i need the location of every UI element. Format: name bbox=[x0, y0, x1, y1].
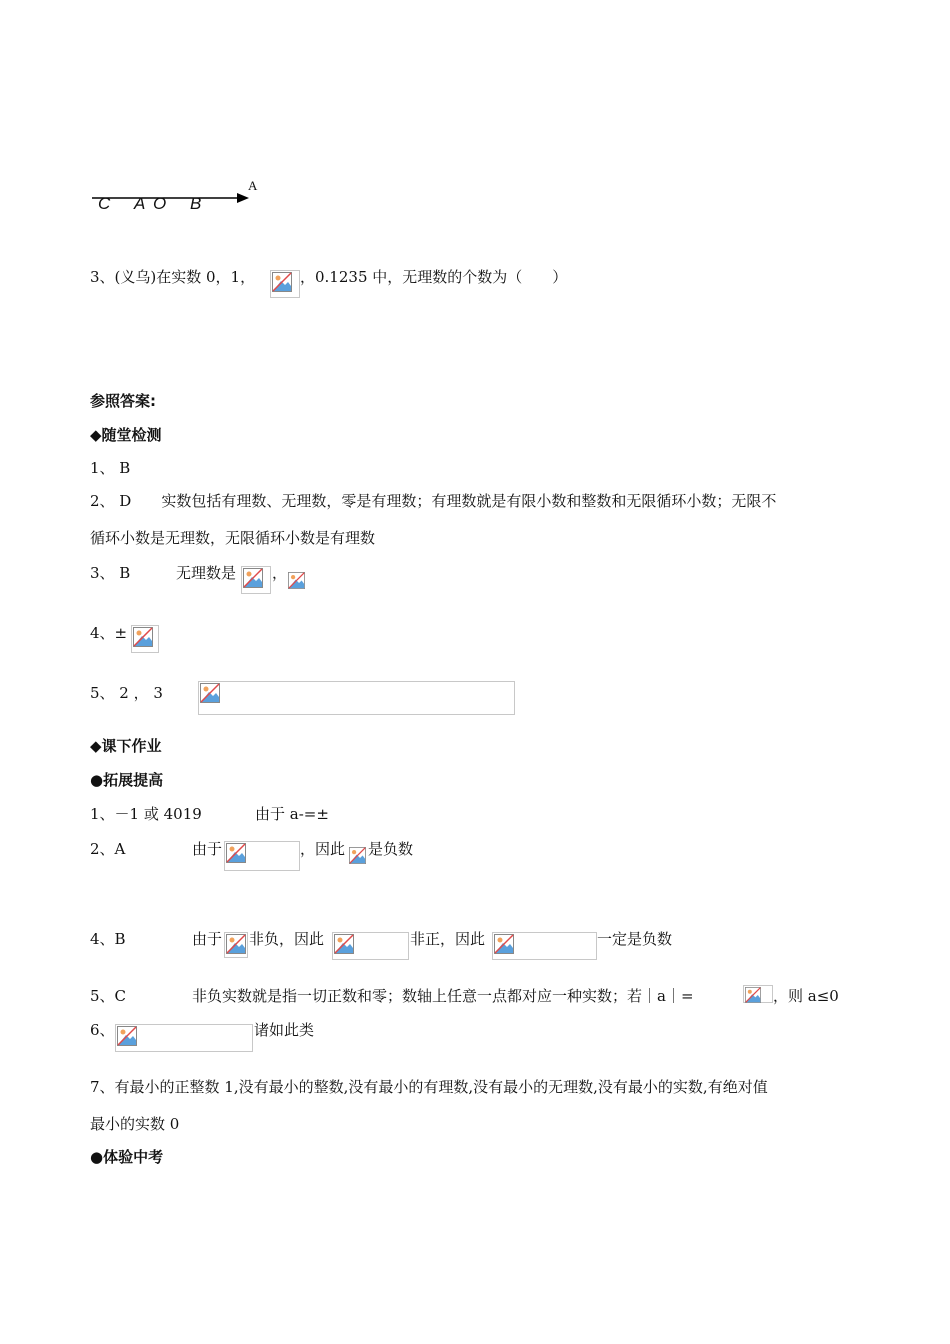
homework-answer-2-head: 2、A bbox=[90, 840, 126, 858]
broken-image-icon bbox=[332, 932, 409, 960]
point-label-b: B bbox=[190, 194, 202, 213]
broken-image-icon bbox=[270, 270, 300, 298]
homework-answer-6-head: 6、 bbox=[90, 1021, 115, 1039]
question-3-text-before: 3、(义乌)在实数 0，1， bbox=[90, 268, 256, 286]
answer-2-line-1: 2、 D 实数包括有理数、无理数，零是有理数；有理数就是有限小数和整数和无限循环小数；无限不 bbox=[90, 492, 777, 510]
question-3-text-after: ，0.1235 中，无理数的个数为（ ） bbox=[300, 268, 568, 286]
answer-3-head: 3、 B bbox=[90, 564, 131, 582]
answer-2-line-2: 循环小数是无理数，无限循环小数是有理数 bbox=[90, 529, 376, 547]
homework-answer-5-head: 5、C bbox=[90, 987, 127, 1005]
answer-3-comma: ， bbox=[272, 564, 288, 582]
homework-answer-1-text: 由于 a-=± bbox=[255, 805, 329, 823]
broken-image-icon bbox=[224, 932, 248, 958]
homework-answer-4-text-2: 非负，因此 bbox=[249, 930, 325, 948]
section-homework-title: ◆课下作业 bbox=[90, 737, 162, 755]
answers-title: 参照答案: bbox=[90, 392, 156, 410]
homework-answer-1-head: 1、－1 或 4019 bbox=[90, 805, 202, 823]
broken-image-icon bbox=[743, 985, 773, 1003]
homework-answer-5-text-2: ，则 a≤0 bbox=[773, 987, 839, 1005]
homework-answer-4-text-1: 由于 bbox=[192, 930, 223, 948]
broken-image-icon bbox=[131, 625, 159, 653]
answer-1: 1、 B bbox=[90, 459, 131, 477]
broken-image-icon bbox=[224, 841, 300, 871]
homework-answer-7-line-1: 7、有最小的正整数 1,没有最小的整数,没有最小的有理数,没有最小的无理数,没有最小的实数,有绝对值 bbox=[90, 1078, 768, 1096]
homework-answer-7-line-2: 最小的实数 0 bbox=[90, 1115, 180, 1133]
subsection-extension-title: ●拓展提高 bbox=[90, 771, 164, 789]
point-label-a: A bbox=[134, 194, 146, 213]
answer-5: 5、 2 ， 3 bbox=[90, 684, 163, 702]
homework-answer-2-text-2: ，因此 bbox=[300, 840, 346, 858]
homework-answer-4-text-4: 一定是负数 bbox=[597, 930, 673, 948]
broken-image-icon bbox=[349, 847, 367, 865]
section-in-class-test-title: ◆随堂检测 bbox=[90, 426, 162, 444]
broken-image-icon bbox=[492, 932, 597, 960]
homework-answer-2-text-3: 是负数 bbox=[368, 840, 414, 858]
broken-image-icon bbox=[288, 572, 306, 590]
broken-image-icon bbox=[115, 1024, 253, 1052]
point-label-o: O bbox=[153, 194, 167, 213]
number-line-axis bbox=[88, 178, 268, 218]
homework-answer-4-head: 4、B bbox=[90, 930, 126, 948]
answer-3-text: 无理数是 bbox=[176, 564, 237, 582]
answer-4: 4、± bbox=[90, 624, 128, 642]
homework-answer-2-text-1: 由于 bbox=[192, 840, 223, 858]
point-label-c: C bbox=[98, 194, 111, 213]
homework-answer-6-text: 诸如此类 bbox=[254, 1021, 315, 1039]
broken-image-icon bbox=[241, 566, 271, 594]
number-line-end-label: A bbox=[248, 178, 258, 193]
broken-image-icon bbox=[198, 681, 515, 715]
subsection-exam-experience-title: ●体验中考 bbox=[90, 1148, 164, 1166]
homework-answer-4-text-3: 非正，因此 bbox=[410, 930, 486, 948]
homework-answer-5-text-1: 非负实数就是指一切正数和零；数轴上任意一点都对应一种实数；若｜a｜= bbox=[192, 987, 694, 1005]
